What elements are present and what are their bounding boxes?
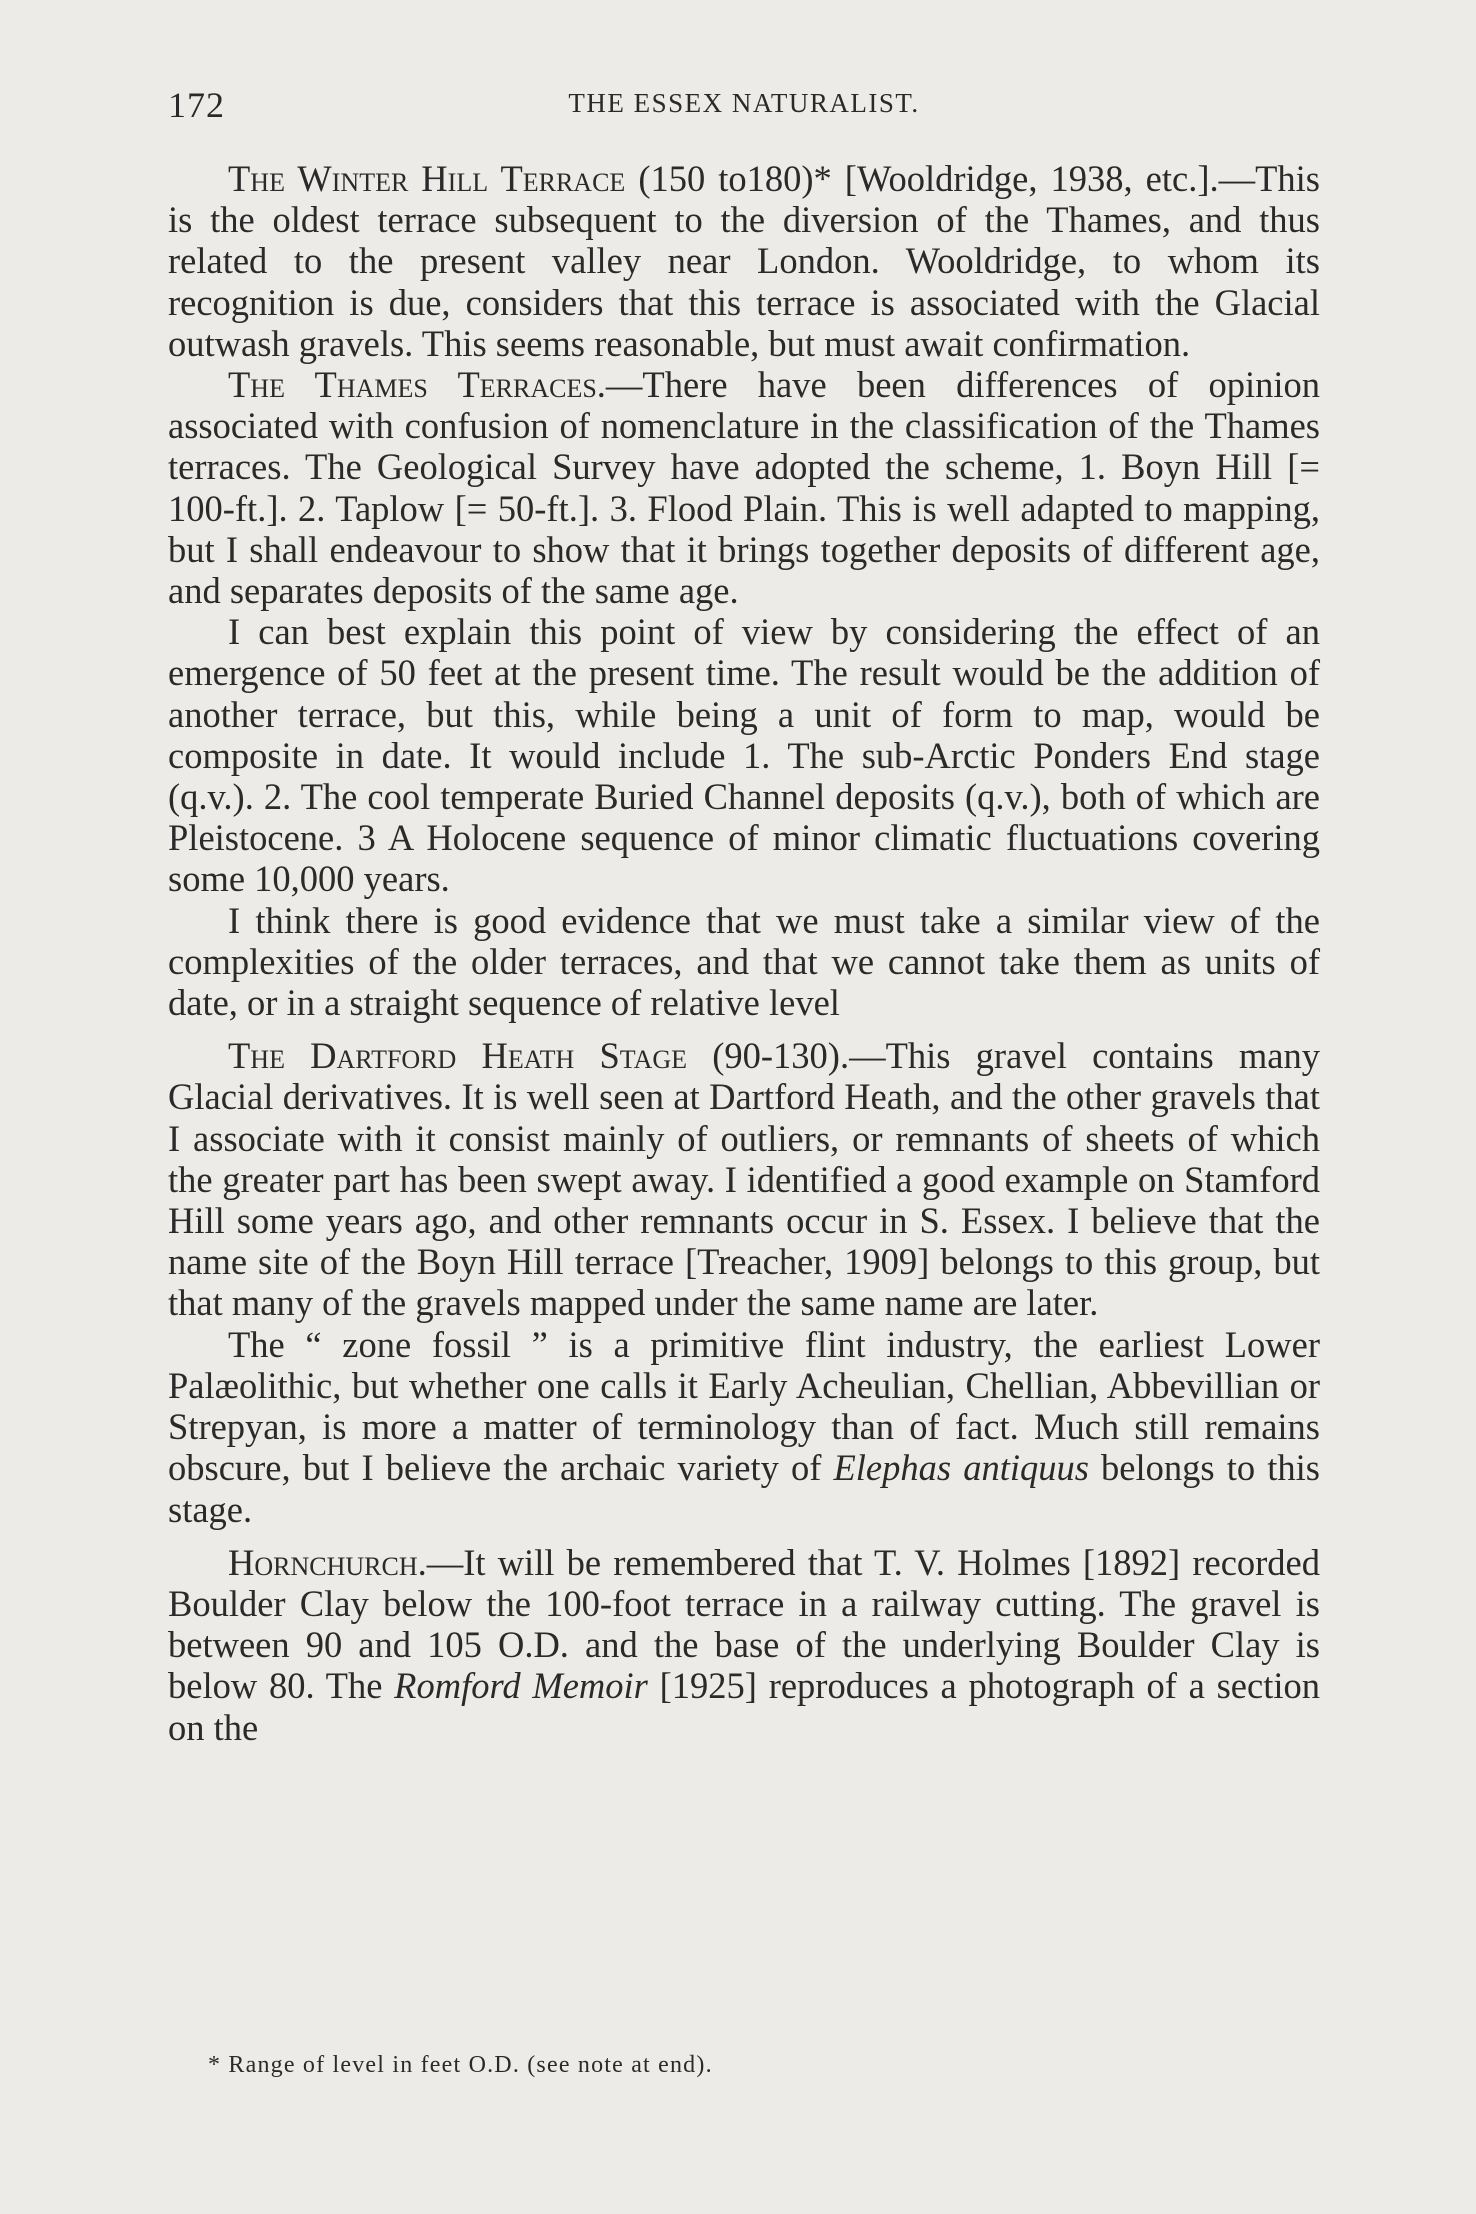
paragraph-winter-hill-terrace xyxy=(168,158,1320,364)
paragraph-text: The “ zone fossil ” is a primitive flint industry, the earliest Lower Palæolithic, but whether one calls it Early Acheulian, Chellian, Abbevillian or Strepyan, is more a matter of terminology than of fact. Much still remains obscure, but I believe the archaic variety of xyxy=(168,1323,1320,1489)
paragraph-thames-terraces xyxy=(168,364,1320,611)
italic-publication-title: Romford Memoir xyxy=(394,1665,648,1707)
section-heading: The Thames Terraces. xyxy=(228,364,606,406)
body-text xyxy=(168,158,1320,1748)
paragraph-dartford-heath-stage xyxy=(168,1035,1320,1323)
paragraph-zone-fossil xyxy=(168,1324,1320,1530)
footnote: * Range of level in feet O.D. (see note at end). xyxy=(208,2052,713,2078)
paragraph-text: —It will be remembered that T. V. Holmes [1892] recorded Boulder Clay below the 100-foot terrace in a railway cutting. The gravel is between 90 and 105 O.D. and the base of the underlying Boulder Clay is below 80. The xyxy=(168,1541,1320,1707)
paragraph-text: (150 to180)* [Wooldridge, 1938, etc.].—This is the oldest terrace subsequent to the diversion of the Thames, and thus related to the present valley near London. Wooldridge, to whom its recognition is due, considers that this terrace is associated with the Glacial outwash gravels. This seems reasonable, but must await confirmation. xyxy=(168,158,1320,364)
paragraph-text: [1925] reproduces a photograph of a section on the xyxy=(168,1665,1320,1748)
paragraph-text: I can best explain this point of view by considering the effect of an emergence of 50 feet at the present time. The result would be the addition of another terrace, but this, while being a unit of form to map, would be composite in date. It would include 1. The sub-Arctic Ponders End stage (q.v.). 2. The cool temperate Buried Channel deposits (q.v.), both of which are Pleistocene. 3 A Holocene sequence of minor climatic fluctuations covering some 10,000 years. xyxy=(168,611,1320,900)
running-title: THE ESSEX NATURALIST. xyxy=(568,88,920,118)
paragraph-text: —There have been differences of opinion associated with confusion of nomenclature in the classification of the Thames terraces. The Geological Survey have adopted the scheme, 1. Boyn Hill [= 100-ft.]. 2. Taplow [= 50-ft.]. 3. Flood Plain. This is well adapted to mapping, but I shall endeavour to show that it brings together deposits of different age, and separates deposits of the same age. xyxy=(168,364,1321,612)
paragraph-emergence xyxy=(168,611,1320,899)
section-heading: Hornchurch. xyxy=(228,1541,427,1583)
section-heading: The Winter Hill Terrace xyxy=(228,158,626,199)
paragraph-text: (90-130).—This gravel contains many Glacial derivatives. It is well seen at Dartford Heath, and the other gravels that I associate with it consist mainly of outliers, or remnants of sheets of which the greater part has been swept away. I identified a good example on Stamford Hill some years ago, and other remnants occur in S. Essex. I believe that the name site of the Boyn Hill terrace [Treacher, 1909] belongs to this group, but that many of the gravels mapped under the same name are later. xyxy=(168,1035,1321,1324)
paragraph-hornchurch xyxy=(168,1542,1320,1748)
section-heading: The Dartford Heath Stage xyxy=(228,1035,688,1077)
paragraph-text: I think there is good evidence that we must take a similar view of the complexities of the older terraces, and that we cannot take them as units of date, or in a straight sequence of relative level xyxy=(168,899,1320,1024)
italic-species-name: Elephas antiquus xyxy=(833,1447,1089,1489)
page-number: 172 xyxy=(168,85,225,125)
page-header xyxy=(168,84,1320,134)
paragraph-older-terraces xyxy=(168,900,1320,1024)
paragraph-text: belongs to this stage. xyxy=(168,1447,1320,1530)
